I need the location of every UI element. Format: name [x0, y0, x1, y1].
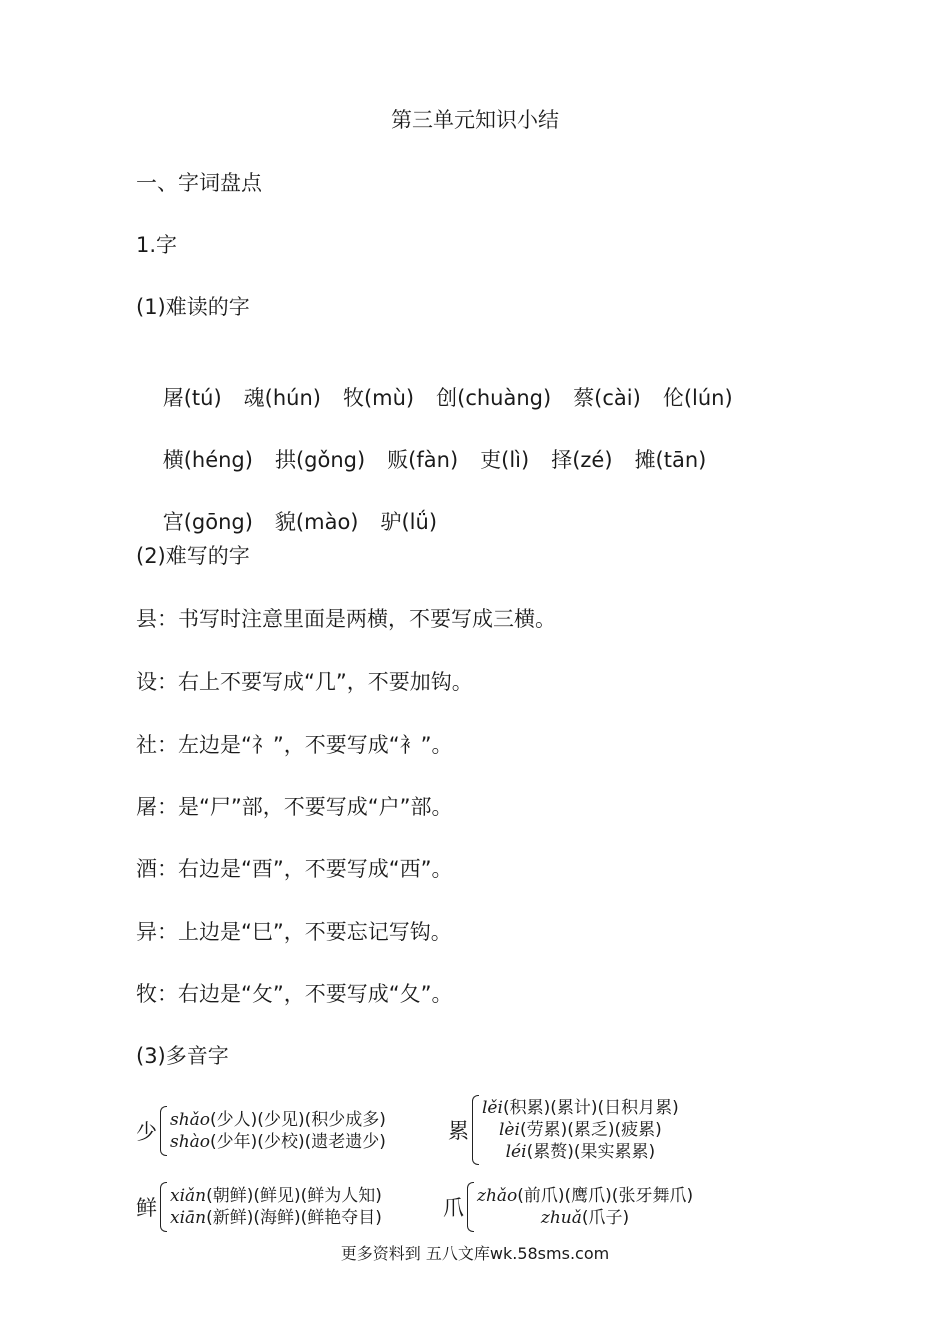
hard-write-item: 异：上边是“巳”，不要忘记写钩。 — [136, 920, 452, 944]
hard-read-char: 摊(tān) — [634, 448, 707, 472]
pinyin: zhǎo — [477, 1186, 518, 1206]
hard-write-item: 牧：右边是“攵”，不要写成“夂”。 — [136, 982, 453, 1006]
hard-read-char: 择(zé) — [551, 448, 613, 472]
polyphone-group-zhao — [443, 1182, 693, 1232]
polyphone-char: 少 — [136, 1120, 157, 1144]
hard-write-item: 社：左边是“礻”，不要写成“衤”。 — [136, 733, 453, 757]
example-words: (积累)(累计)(日积月累) — [502, 1098, 679, 1118]
hard-write-item: 屠：是“尸”部，不要写成“户”部。 — [136, 795, 453, 819]
polyphone-reading — [477, 1185, 693, 1207]
hard-write-item: 县：书写时注意里面是两横，不要写成三横。 — [136, 607, 556, 631]
example-words: (朝鲜)(鲜见)(鲜为人知) — [206, 1186, 382, 1206]
pinyin: zhuǎ — [540, 1208, 582, 1228]
example-words: (少人)(少见)(积少成多) — [210, 1110, 386, 1130]
hard-write-heading: (2)难写的字 — [136, 544, 250, 568]
footer-watermark-text: 更多资料到 五八文库wk.58sms.com — [340, 1244, 610, 1263]
polyphone-reading — [506, 1141, 655, 1163]
example-words: (爪子) — [581, 1208, 630, 1228]
polyphone-reading — [499, 1119, 662, 1141]
polyphone-reading — [170, 1109, 386, 1131]
example-words: (劳累)(累乏)(疲累) — [519, 1120, 662, 1140]
pinyin: xiǎn — [170, 1186, 207, 1206]
pinyin: lèi — [499, 1120, 520, 1140]
polyphone-char: 爪 — [443, 1196, 464, 1220]
polyphone-readings — [170, 1109, 386, 1153]
polyphone-reading — [170, 1131, 386, 1153]
hard-read-char: 宫(gōng) — [162, 510, 253, 534]
polyphone-group-lei — [448, 1095, 679, 1165]
brace-bracket — [467, 1182, 474, 1232]
pinyin: xiān — [170, 1208, 207, 1228]
pinyin: shǎo — [170, 1110, 211, 1130]
polyphone-heading: (3)多音字 — [136, 1044, 229, 1068]
pinyin: lěi — [482, 1098, 503, 1118]
polyphone-group-shao — [136, 1106, 386, 1156]
example-words: (新鲜)(海鲜)(鲜艳夺目) — [206, 1208, 382, 1228]
hard-read-char: 牧(mù) — [342, 386, 415, 410]
hard-read-char: 屠(tú) — [162, 386, 222, 410]
hard-read-char: 伦(lún) — [662, 386, 733, 410]
hard-read-char: 魂(hún) — [243, 386, 321, 410]
hard-read-char: 吏(lì) — [480, 448, 530, 472]
example-words: (累赘)(果实累累) — [526, 1142, 656, 1162]
example-words: (前爪)(鹰爪)(张牙舞爪) — [517, 1186, 694, 1206]
polyphone-reading — [541, 1207, 629, 1229]
brace-bracket — [160, 1182, 167, 1232]
section-heading: 一、字词盘点 — [136, 171, 262, 195]
hard-write-item: 设：右上不要写成“几”，不要加钩。 — [136, 670, 473, 694]
hard-read-char: 创(chuàng) — [436, 386, 552, 410]
polyphone-reading — [170, 1185, 382, 1207]
brace-bracket — [472, 1095, 479, 1165]
page-title: 第三单元知识小结 — [391, 108, 559, 132]
hard-read-char: 贩(fàn) — [387, 448, 459, 472]
pinyin: léi — [505, 1142, 527, 1162]
hard-read-char: 蔡(cài) — [573, 386, 641, 410]
polyphone-readings — [477, 1185, 693, 1229]
polyphone-readings — [170, 1185, 382, 1229]
polyphone-char: 鲜 — [136, 1196, 157, 1220]
subsection-heading: 1.字 — [136, 233, 178, 257]
hard-read-heading: (1)难读的字 — [136, 295, 250, 319]
hard-read-char: 驴(lǘ) — [380, 510, 438, 534]
polyphone-reading — [482, 1097, 679, 1119]
polyphone-reading — [170, 1207, 382, 1229]
polyphone-group-xian — [136, 1182, 382, 1232]
hard-read-char: 横(héng) — [162, 448, 253, 472]
hard-write-item: 酒：右边是“酉”，不要写成“西”。 — [136, 857, 453, 881]
brace-bracket — [160, 1106, 167, 1156]
polyphone-readings — [482, 1097, 679, 1163]
pinyin: shào — [170, 1132, 211, 1152]
example-words: (少年)(少校)(遗老遗少) — [210, 1132, 386, 1152]
polyphone-char: 累 — [448, 1119, 469, 1143]
hard-read-char: 貌(mào) — [274, 510, 359, 534]
hard-read-char: 拱(gǒng) — [274, 448, 366, 472]
